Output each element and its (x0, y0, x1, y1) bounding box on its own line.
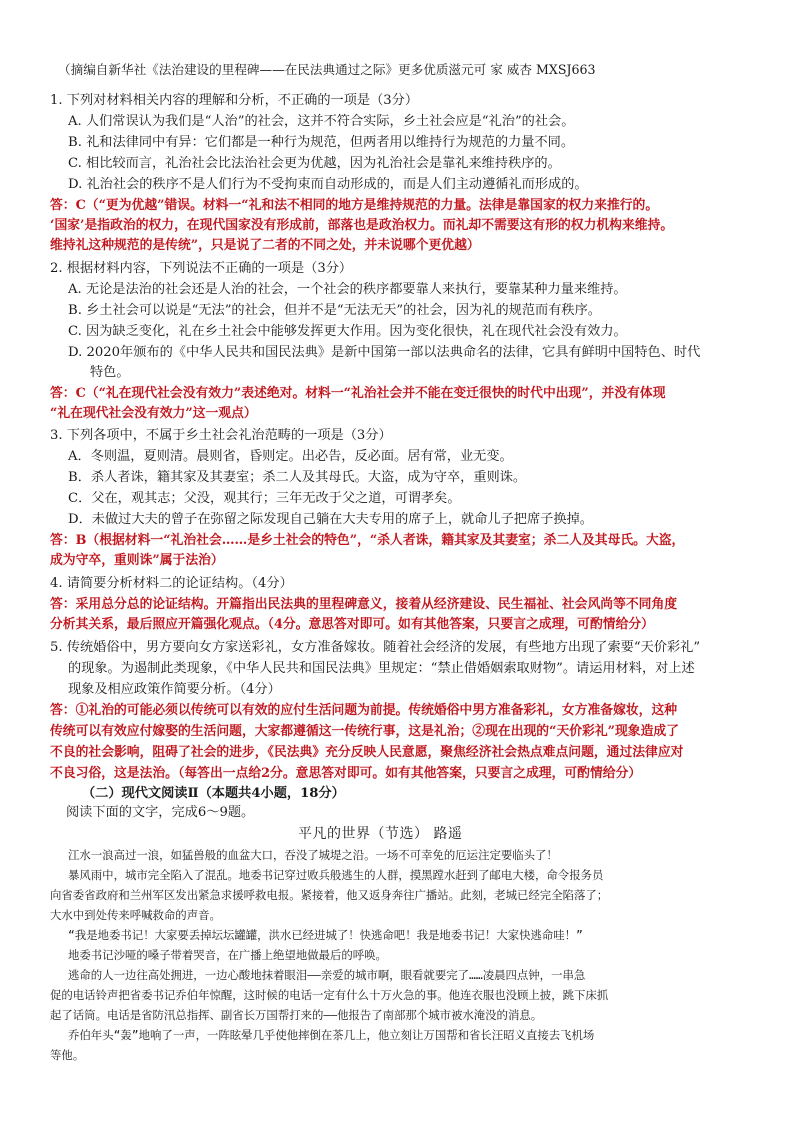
passage-line: “我是地委书记！大家要丢掉坛坛罐罐，洪水已经进城了！快逃命吧！我是地委书记！大家快逃命哇！” (68, 928, 583, 942)
question-1-stem: 1. 下列对材料相关内容的理解和分析，不正确的一项是（3分） (50, 93, 419, 108)
passage-line: 江水一浪高过一浪，如猛兽般的血盆大口，吞没了城堤之沿。一场不可幸免的厄运注定要临头了！ (68, 848, 558, 862)
passage-line: 起了话筒。电话是省防汛总指挥、副省长万国帮打来的——他报告了南部那个城市被水淹没的消息。 (50, 1008, 543, 1022)
question-2-answer: “礼在现代社会没有效力”这一观点） (50, 406, 257, 421)
question-2-option-d-cont: 特色。 (90, 365, 130, 380)
passage-line: 暴风雨中，城市完全陷入了混乱。地委书记穿过败兵般逃生的人群，摸黑蹚水赶到了邮电大楼，命令报务员 (68, 868, 604, 882)
question-3-option-d: D．未做过大夫的曾子在弥留之际发现自己躺在大夫专用的席子上，就命儿子把席子换掉。 (68, 512, 593, 527)
question-3-option-b: B．杀人者诛，籍其家及其妻室；杀二人及其母氏。大盗，成为守卒，重则诛。 (68, 470, 527, 485)
question-1-answer: 答：C（“更为优越”错误。材料一“礼和法不相同的地方是维持规范的力量。法律是靠国家的权力来推行的。 (50, 198, 659, 213)
question-5-answer: 答：①礼治的可能必须以传统可以有效的应付生活问题为前提。传统婚俗中男方准备彩礼，女方准备嫁妆，这种 (50, 703, 678, 718)
question-2-answer: 答：C（“礼在现代社会没有效力”表述绝对。材料一“礼治社会并不能在变迁很快的时代中出现”，并没有体现 (50, 386, 666, 401)
source-citation: （摘编自新华社《法治建设的里程碑——在民法典通过之际》更多优质滋元可 家 威杏 MXSJ663 (58, 62, 596, 77)
passage-line: 促的电话铃声把省委书记乔伯年惊醒，这时候的电话一定有什么十万火急的事。他连衣服也没顾上披，跳下床抓 (50, 988, 609, 1002)
question-5-stem-cont: 的现象。为遏制此类现象，《中华人民共和国民法典》里规定：“禁止借婚姻索取财物”。请运用材料，对上述 (68, 661, 695, 676)
question-3-answer: 成为守卒，重则诛”属于法治） (50, 553, 224, 568)
question-5-stem-cont: 现象及相应政策作简要分析。（4分） (68, 682, 281, 697)
question-1-answer: 维持礼这种规范的是传统”，只是说了二者的不同之处，并未说哪个更优越） (50, 238, 480, 253)
question-2-option-c: C. 因为缺乏变化，礼在乡土社会中能够发挥更大作用。因为变化很快，礼在现代社会没有效力。 (68, 324, 627, 339)
passage-line: 逃命的人一边往高处拥进，一边心酸地抹着眼泪——亲爱的城市啊，眼看就要完了……凌晨四点钟，一串急 (68, 968, 586, 982)
question-5-stem: 5. 传统婚俗中，男方要向女方家送彩礼，女方准备嫁妆。随着社会经济的发展，有些地方出现了索要“天价彩礼” (50, 640, 701, 655)
question-1-option-d: D. 礼治社会的秩序不是人们行为不受拘束而自动形成的，而是人们主动遵循礼而形成的。 (68, 177, 588, 192)
question-2-stem: 2. 根据材料内容，下列说法不正确的一项是（3分） (50, 261, 353, 276)
question-4-answer: 答：采用总分总的论证结构。开篇指出民法典的里程碑意义，接着从经济建设、民生福祉、社会风尚等不同角度 (50, 597, 678, 612)
question-5-answer: 不良习俗，这是法治。（每答出一点给2分。意思答对即可。如有其他答案，只要言之成理，可酌情给分） (50, 766, 642, 781)
question-1-option-c: C. 相比较而言，礼治社会比法治社会更为优越，因为礼治社会是靠礼来维持秩序的。 (68, 156, 561, 171)
question-1-option-b: B. 礼和法律同中有异：它们都是一种行为规范，但两者用以维持行为规范的力量不同。 (68, 135, 575, 150)
section-heading: （二）现代文阅读Ⅱ（本题共4小题，18分） (82, 786, 345, 801)
passage-line: 向省委省政府和兰州军区发出紧急求援呼救电报。紧接着，他又返身奔往广播站。此刻，老城已经完全陷落了； (50, 888, 609, 902)
question-4-answer: 分析其关系，最后照应开篇强化观点。（4分。意思答对即可。如有其他答案，只要言之成理，可酌情给分） (50, 617, 654, 632)
question-2-option-d: D. 2020年颁布的《中华人民共和国民法典》是新中国第一部以法典命名的法律，它具有鲜明中国特色、时代 (68, 345, 701, 360)
question-5-answer: 不良的社会影响，阻碍了社会的进步，《民法典》充分反映人民意愿，聚焦经济社会热点难点问题，通过法律应对 (50, 745, 684, 760)
question-1-answer: ‘国家’是指政治的权力，在现代国家没有形成前，部落也是政治权力。而礼却不需要这有形的权力机构来维持。 (50, 218, 674, 233)
question-3-answer: 答：B（根据材料一“礼治社会……是乡土社会的特色”，“杀人者诛，籍其家及其妻室；杀二人及其母氏。大盗， (50, 533, 685, 548)
question-5-answer: 传统可以有效应付嫁娶的生活问题，大家都遵循这一传统行事，这是礼治；②现在出现的“天价彩礼”现象造成了 (50, 724, 679, 739)
question-2-option-a: A. 无论是法治的社会还是人治的社会，一个社会的秩序都要靠人来执行，要靠某种力量来维持。 (68, 282, 627, 297)
reading-instruction: 阅读下面的文字，完成6～9题。 (66, 805, 255, 820)
passage-line: 地委书记沙哑的嗓子带着哭音，在广播上绝望地做最后的呼唤。 (68, 948, 387, 962)
question-1-option-a: A. 人们常误认为我们是“人治”的社会，这并不符合实际，乡土社会应是“礼治”的社会。 (68, 114, 575, 129)
question-4-stem: 4. 请简要分析材料二的论证结构。（4分） (50, 576, 293, 591)
passage-title: 平凡的世界（节选） 路遥 (298, 826, 463, 842)
question-3-option-a: A．冬则温，夏则清。晨则省，昏则定。出必告，反必面。居有常，业无变。 (68, 449, 513, 464)
passage-line: 等他。 (50, 1048, 85, 1062)
question-3-option-c: C．父在，观其志；父没，观其行；三年无改于父之道，可谓孝矣。 (68, 491, 461, 506)
passage-line: 大水中到处传来呼喊救命的声音。 (50, 908, 221, 922)
question-2-option-b: B. 乡土社会可以说是“无法”的社会，但并不是“无法无天”的社会，因为礼的规范而有秩序。 (68, 303, 601, 318)
question-3-stem: 3. 下列各项中，不属于乡土社会礼治范畴的一项是（3分） (50, 428, 392, 443)
passage-line: 乔伯年头“轰”地响了一声，一阵眩晕几乎使他摔倒在茶几上，他立刻让万国帮和省长汪昭义直接去飞机场 (68, 1028, 595, 1042)
